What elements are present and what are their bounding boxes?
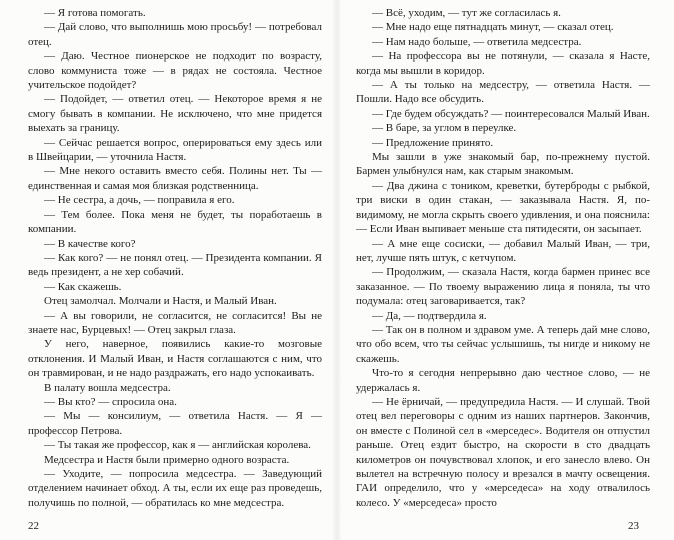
paragraph: — Не сестра, а дочь, — поправила я его.: [44, 194, 235, 207]
paragraph: Мы зашли в уже знакомый бар, по-прежнему пустой. Бармен улыбнулся нам, как старым знакомым.: [356, 151, 650, 178]
paragraph: — Так он в полном и здравом уме. А теперь дай мне слово, что обо всем, что ты сейчас услышишь, ты нигде и никому не скажешь.: [356, 323, 650, 365]
paragraph: В палату вошла медсестра.: [44, 381, 171, 394]
paragraph: — Где будем обсуждать? — поинтересовался Малый Иван.: [372, 107, 650, 120]
paragraph: — Мне некого оставить вместо себя. Полины нет. Ты — единственная и самая моя близкая родственница.: [28, 165, 322, 192]
paragraph: — Мне надо еще пятнадцать минут, — сказал отец.: [372, 21, 614, 34]
paragraph: Отец замолчал. Молчали и Настя, и Малый Иван.: [44, 295, 277, 308]
paragraph: — Дай слово, что выполнишь мою просьбу! — потребовал отец.: [28, 21, 322, 48]
paragraph: — Я готова помогать.: [44, 7, 146, 19]
paragraph: — А мне еще сосиски, — добавил Малый Иван, — три, нет, лучше пять штук, с кетчупом.: [356, 237, 650, 264]
paragraph: — Да, — подтвердила я.: [372, 309, 487, 322]
paragraph: — В баре, за углом в переулке.: [372, 122, 517, 135]
paragraph: — Вы кто? — спросила она.: [44, 395, 177, 408]
paragraph: — Как скажешь.: [44, 280, 122, 293]
paragraph: — Мы — консилиум, — ответила Настя. — Я — профессор Петрова.: [28, 410, 322, 437]
paragraph: — Не ёрничай, — предупредила Настя. — И слушай. Твой отец вел переговоры с одним из наших партнеров. Закончив, он вместе с Полиной сел в «мерседес». Водителя он отпустил раньше. Отец ездит быстро, на скорости в сто двадцать километров он почувствовал хлопок, и его занесло влево. Он вылетел на встречную полосу и врезался в мачту освещения. ГАИ определило, что у «мерседеса» на ходу отвалилось колесо. У «мерседеса» просто: [356, 395, 650, 509]
right-page: [356, 6, 650, 510]
paragraph: — Всё, уходим, — тут же согласилась я.: [372, 7, 561, 19]
paragraph: — На профессора вы не потянули, — сказала я Насте, когда мы вышли в коридор.: [356, 50, 650, 77]
paragraph: Что-то я сегодня непрерывно даю честное слово, — не удержалась я.: [356, 367, 650, 394]
paragraph: — Нам надо больше, — ответила медсестра.: [372, 35, 582, 48]
page-number-right: 23: [628, 520, 639, 532]
paragraph: — А вы говорили, не согласится, не согласится! Вы не знаете нас, Бурцевых! — Отец закрыл глаза.: [28, 309, 322, 336]
paragraph: — А ты только на медсестру, — ответила Настя. — Пошли. Надо все обсудить.: [356, 79, 650, 106]
paragraph: — Уходите, — попросила медсестра. — Заведующий отделением начинает обход. А ты, если их еще раз проведешь, получишь по полной, — обратилась ко мне медсестра.: [28, 468, 322, 509]
page-number-left: 22: [28, 520, 39, 532]
paragraph: Медсестра и Настя были примерно одного возраста.: [44, 453, 290, 466]
paragraph: — Предложение принято.: [372, 136, 494, 149]
book-gutter: [332, 0, 342, 540]
paragraph: — В качестве кого?: [44, 237, 136, 250]
paragraph: — Сейчас решается вопрос, оперироваться ему здесь или в Швейцарии, — уточнила Настя.: [28, 136, 322, 164]
paragraph: — Даю. Честное пионерское не подходит по возрасту, слово коммуниста тоже — в рядах не состояла. Честное учительское подойдет?: [28, 50, 322, 92]
paragraph: У него, наверное, появились какие-то мозговые отклонения. И Малый Иван, и Настя соглашаются с ним, что он травмирован, и не надо раздражать, его надо успокаивать.: [28, 338, 322, 380]
paragraph: — Подойдет, — ответил отец. — Некоторое время я не смогу бывать в компании. Не исключено, что мне придется выехать за границу.: [28, 93, 322, 135]
paragraph: — Ты такая же профессор, как я — английская королева.: [44, 439, 311, 452]
paragraph: — Два джина с тоником, креветки, бутерброды с рыбкой, три виски в один стакан, — заказывала Настя. Я, по-видимому, не могла скрыть своего удивления, и она пояснила: — Если Иван выпивает меньше ста пятидесяти, он засыпает.: [356, 179, 650, 236]
paragraph: — Как кого? — не понял отец. — Президента компании. Я ведь президент, а не хер собачий.: [28, 251, 322, 279]
paragraph: — Тем более. Пока меня не будет, ты поработаешь в компании.: [28, 208, 322, 236]
left-page: [28, 6, 322, 510]
paragraph: — Продолжим, — сказала Настя, когда бармен принес все заказанное. — По твоему выражению лица я поняла, ты что подумала: отец заговаривается, так?: [356, 266, 650, 308]
